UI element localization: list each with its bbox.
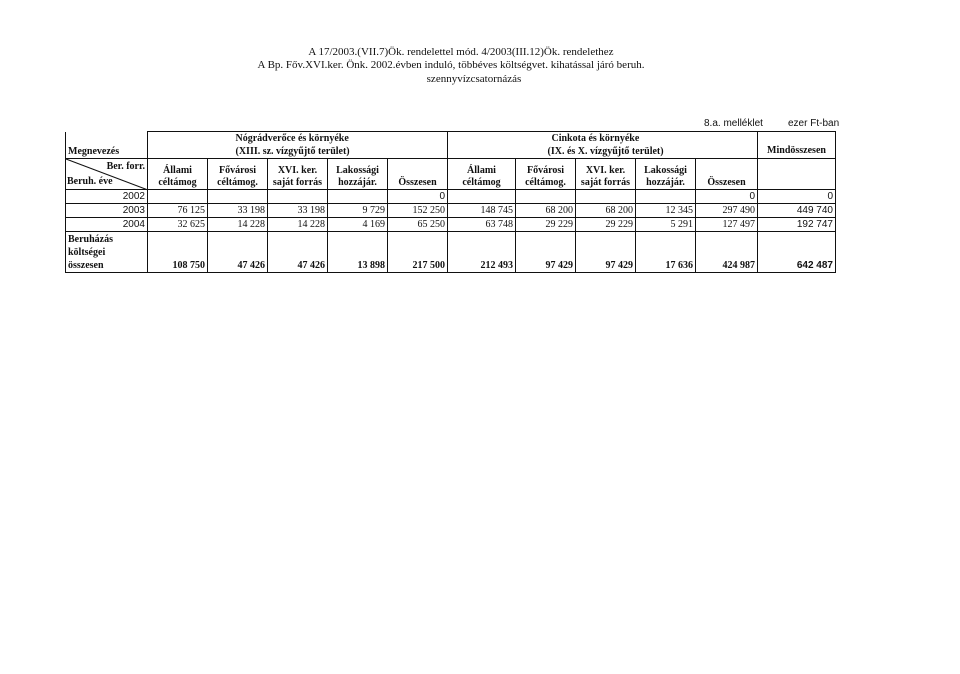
row-total: 449 740 [758, 204, 836, 218]
summary-label: Beruházás költségei összesen [66, 232, 148, 273]
col-allami-2: Állami céltámog [448, 159, 516, 190]
doc-title-line1: A 17/2003.(VII.7)Ök. rendelettel mód. 4/2003(III.12)Ök. rendelethez [308, 46, 614, 58]
col-xvi-ker-2: XVI. ker. saját forrás [576, 159, 636, 190]
col-xvi-ker-1: XVI. ker. saját forrás [268, 159, 328, 190]
col-lakossagi-2: Lakossági hozzájár. [636, 159, 696, 190]
group1-subtitle: (XIII. sz. vízgyűjtő terület) [208, 145, 448, 159]
col-fovarosi-1: Fővárosi céltámog. [208, 159, 268, 190]
megnevezes-label: Megnevezés [66, 145, 148, 159]
year-cell: 2003 [66, 204, 148, 218]
table-row: 2004 32 625 14 228 14 228 4 169 65 250 63 748 29 229 29 229 5 291 127 497 192 747 [66, 218, 836, 232]
beruh-eve-label: Beruh. éve [67, 176, 113, 187]
header-row-2 [66, 145, 836, 159]
unit-label: ezer Ft-ban [788, 118, 840, 129]
group2-subtitle: (IX. és X. vízgyűjtő terület) [547, 145, 664, 157]
year-cell: 2004 [66, 218, 148, 232]
col-lakossagi-1: Lakossági hozzájár. [328, 159, 388, 190]
group1-title: Nógrádverőce és környéke [208, 132, 448, 146]
column-header-row [66, 159, 836, 190]
col-osszesen-2: Összesen [696, 159, 758, 190]
table-row: 2002 0 0 0 [66, 190, 836, 204]
col-mindosszesen: Mindösszesen [758, 159, 836, 190]
empty-corner [66, 132, 148, 146]
table-row: 2003 76 125 33 198 33 198 9 729 152 250 148 745 68 200 68 200 12 345 297 490 449 740 [66, 204, 836, 218]
year-cell: 2002 [66, 190, 148, 204]
doc-title-line2: A Bp. Főv.XVI.ker. Önk. 2002.évben induló, többéves költségvet. kihatással járó beruh. [257, 59, 645, 71]
col-osszesen-1: Összesen [388, 159, 448, 190]
header-row-1 [66, 132, 836, 146]
col-fovarosi-2: Fővárosi céltámog. [516, 159, 576, 190]
doc-title-line3: szennyvízcsatornázás [426, 73, 522, 85]
grand-total-value: 642 487 [758, 232, 836, 273]
ber-forr-label: Ber. forr. [106, 161, 145, 172]
summary-row: Beruházás költségei összesen 108 750 47 426 47 426 13 898 217 500 212 493 97 429 97 429 17 636 424 987 642 487 [66, 232, 836, 273]
group2-title: Cinkota és környéke [516, 132, 696, 146]
diagonal-header-cell [66, 159, 148, 190]
annex-label: 8.a. melléklet [704, 118, 763, 129]
row-total: 0 [758, 190, 836, 204]
col-allami-1: Állami céltámog [148, 159, 208, 190]
row-total: 192 747 [758, 218, 836, 232]
budget-table [65, 131, 836, 273]
